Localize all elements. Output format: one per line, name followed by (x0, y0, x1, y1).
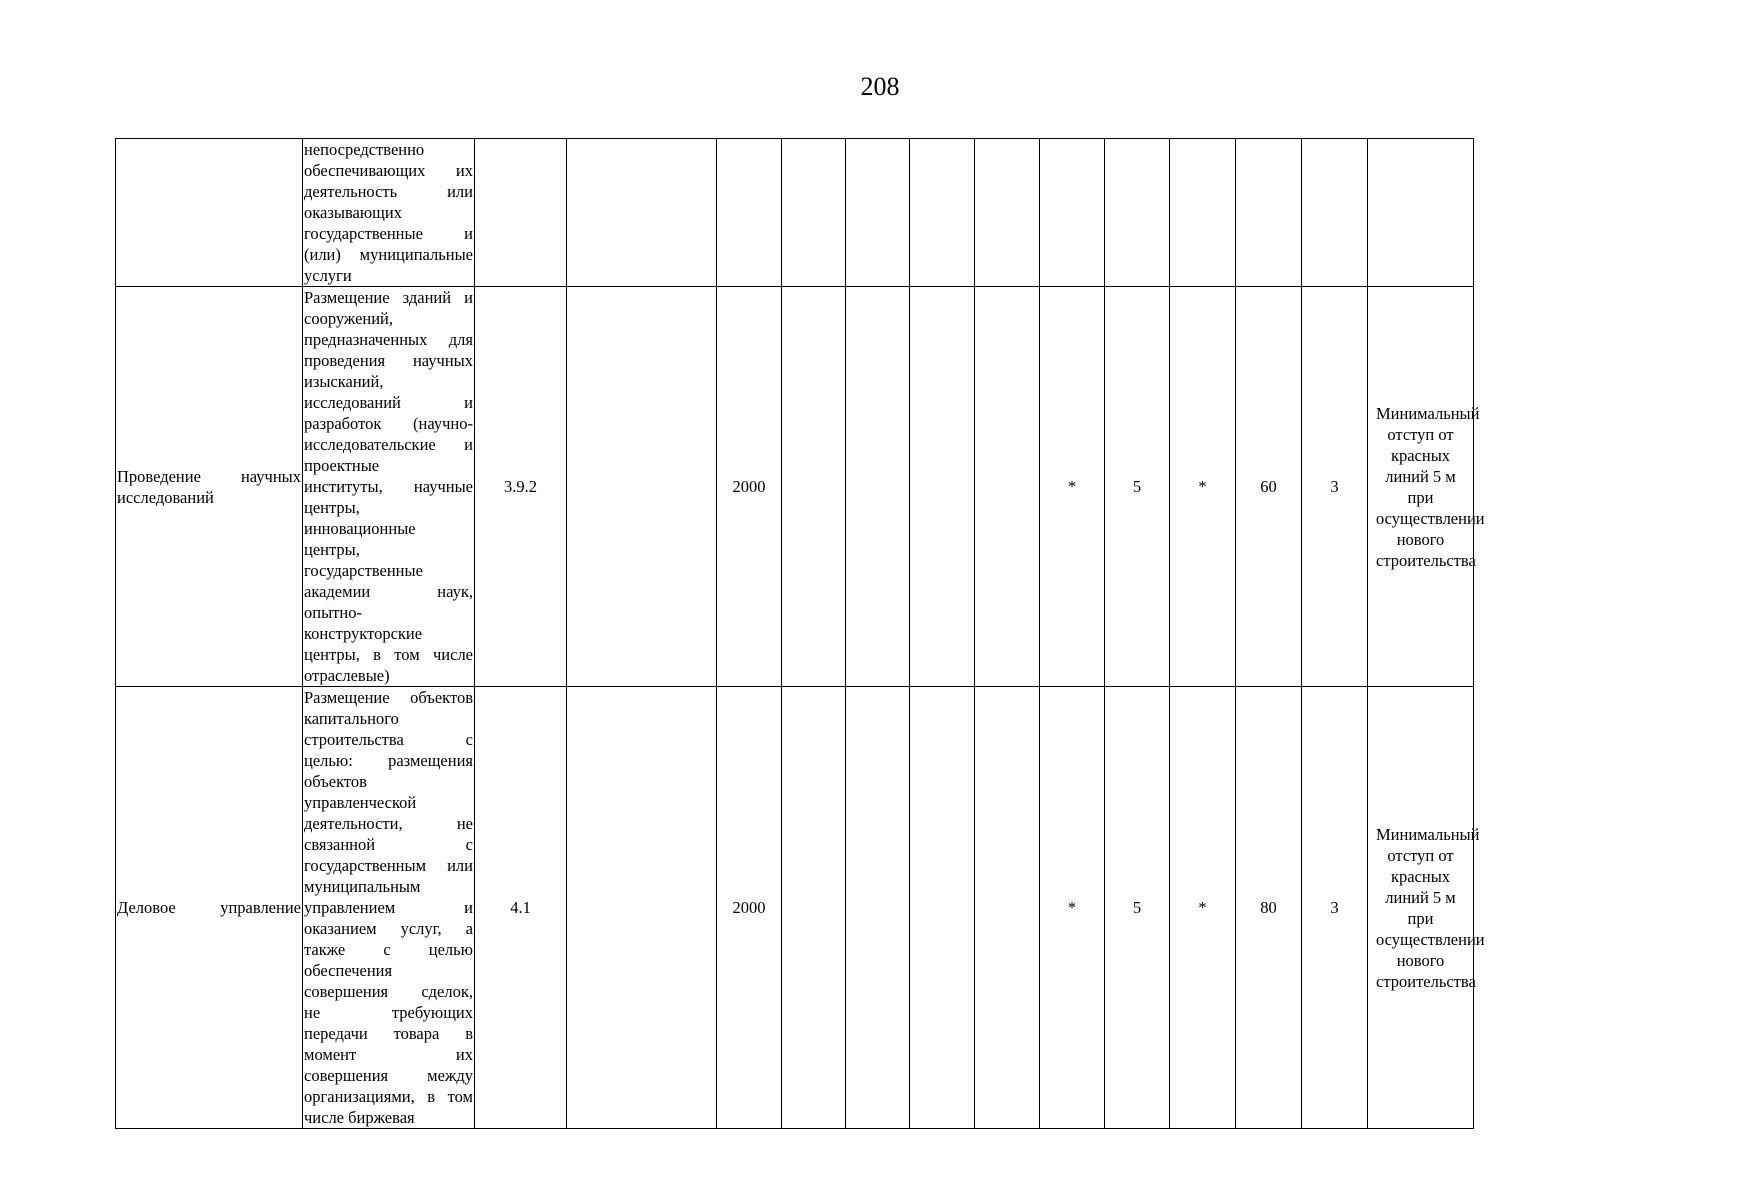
description-line: муниципальным (304, 877, 421, 896)
description-line: исследований и (304, 393, 473, 412)
parameter-cell-c14 (1302, 139, 1368, 287)
parameter-cell-c10 (1040, 139, 1105, 287)
use-type-description-cell (303, 139, 475, 287)
description-line: управленческой (304, 793, 417, 812)
table-row (116, 687, 1699, 1129)
description-line: также с целью (304, 940, 473, 959)
description-line: центры, (304, 540, 360, 559)
description-line: государственным или (304, 856, 473, 875)
note-cell: Минимальный отступ от красных линий 5 м при осуществлении нового строительства (1368, 287, 1474, 687)
table-row (116, 287, 1699, 687)
parameter-cell-c13: 80 (1236, 687, 1302, 1129)
use-type-description-cell (303, 687, 475, 1129)
parameter-cell-c4 (567, 687, 717, 1129)
description-line: проведения научных (304, 351, 473, 370)
description-line: обеспечения (304, 961, 393, 980)
parameter-cell-c11: 5 (1105, 287, 1170, 687)
parameter-cell-c4 (567, 287, 717, 687)
note-cell: Минимальный отступ от красных линий 5 м при осуществлении нового строительства (1368, 687, 1474, 1129)
regulations-table (115, 138, 1699, 1129)
parameter-cell-c11: 5 (1105, 687, 1170, 1129)
description-line: отраслевые) (304, 666, 390, 685)
description-line: разработок (научно- (304, 414, 473, 433)
description-line: центры, в том числе (304, 645, 473, 664)
parameter-cell-c8 (910, 687, 975, 1129)
parameter-cell-c13 (1236, 139, 1302, 287)
description-line: оказанием услуг, а (304, 919, 473, 938)
parameter-cell-c6 (782, 139, 846, 287)
description-line: связанной с (304, 835, 473, 854)
description-line: не требующих (304, 1003, 473, 1022)
description-line: капитального (304, 709, 399, 728)
parameter-cell-c14: 3 (1302, 287, 1368, 687)
use-type-name-cell: Деловое управление (116, 687, 303, 1129)
description-line: Размещение объектов (304, 688, 473, 707)
parameter-cell-c8 (910, 139, 975, 287)
description-line: числе биржевая (304, 1108, 415, 1127)
description-line: строительства с (304, 730, 473, 749)
description-line: совершения между (304, 1066, 473, 1085)
use-type-description-cell (303, 287, 475, 687)
parameter-cell-c8 (910, 287, 975, 687)
description-line: опытно- (304, 603, 362, 622)
description-line: управлением и (304, 898, 473, 917)
parameter-cell-c13: 60 (1236, 287, 1302, 687)
parameter-cell-c12 (1170, 139, 1236, 287)
parameter-cell-c10: * (1040, 287, 1105, 687)
description-line: передачи товара в (304, 1024, 473, 1043)
use-type-name-cell (116, 139, 303, 287)
description-line: центры, (304, 498, 360, 517)
parameter-cell-c7 (846, 139, 910, 287)
description-line: Размещение зданий и (304, 288, 473, 307)
description-line: момент их (304, 1045, 473, 1064)
use-type-code-cell (475, 139, 567, 287)
description-line: деятельности, не (304, 814, 473, 833)
description-line: государственные и (304, 224, 473, 243)
parameter-cell-c11 (1105, 139, 1170, 287)
parameter-cell-c12: * (1170, 687, 1236, 1129)
parameter-cell-c9 (975, 687, 1040, 1129)
note-cell (1368, 139, 1474, 287)
description-line: совершения сделок, (304, 982, 473, 1001)
description-line: академии наук, (304, 582, 473, 601)
parameter-cell-c5: 2000 (717, 287, 782, 687)
parameter-cell-c6 (782, 687, 846, 1129)
description-line: предназначенных для (304, 330, 473, 349)
description-line: деятельность или (304, 182, 473, 201)
use-type-code-cell: 3.9.2 (475, 287, 567, 687)
description-line: (или) муниципальные (304, 245, 473, 264)
description-line: инновационные (304, 519, 416, 538)
description-line: обеспечивающих их (304, 161, 473, 180)
parameter-cell-c10: * (1040, 687, 1105, 1129)
parameter-cell-c7 (846, 287, 910, 687)
description-line: проектные (304, 456, 380, 475)
parameter-cell-c6 (782, 287, 846, 687)
parameter-cell-c4 (567, 139, 717, 287)
description-line: исследовательские и (304, 435, 473, 454)
description-line: изысканий, (304, 372, 384, 391)
description-line: сооружений, (304, 309, 394, 328)
page-number: 208 (860, 72, 900, 101)
parameter-cell-c9 (975, 287, 1040, 687)
use-type-name-cell: Проведение научных исследований (116, 287, 303, 687)
use-type-code-cell: 4.1 (475, 687, 567, 1129)
description-line: конструкторские (304, 624, 423, 643)
parameter-cell-c14: 3 (1302, 687, 1368, 1129)
description-line: целью: размещения (304, 751, 473, 770)
parameter-cell-c5: 2000 (717, 687, 782, 1129)
description-line: организациями, в том (304, 1087, 473, 1106)
parameter-cell-c9 (975, 139, 1040, 287)
description-line: оказывающих (304, 203, 402, 222)
description-line: государственные (304, 561, 423, 580)
parameter-cell-c12: * (1170, 287, 1236, 687)
parameter-cell-c5 (717, 139, 782, 287)
parameter-cell-c7 (846, 687, 910, 1129)
table-body (116, 139, 1699, 1129)
description-line: услуги (304, 266, 352, 285)
table-row (116, 139, 1699, 287)
description-line: объектов (304, 772, 367, 791)
description-line: непосредственно (304, 140, 425, 159)
description-line: институты, научные (304, 477, 473, 496)
